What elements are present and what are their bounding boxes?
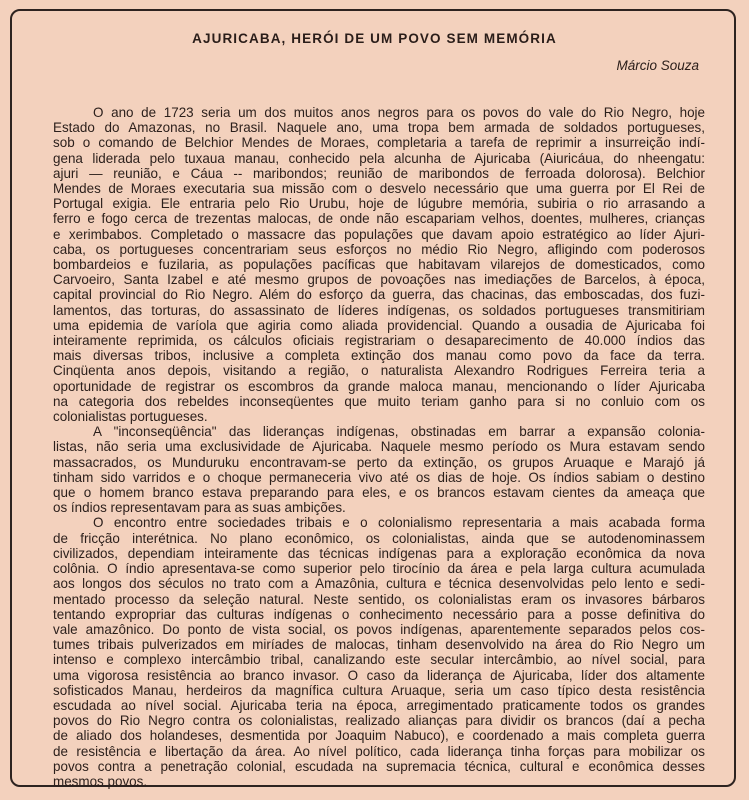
text-line: capital provincial do Rio Negro. Além do esforço da guerra, das chacinas, das emboscadas, dos fuzi- — [53, 287, 705, 303]
article-title: AJURICABA, HERÓI DE UM POVO SEM MEMÓRIA — [192, 31, 557, 46]
text-line: bombardeios e fuzilaria, as populações pacíficas que habitavam vilarejos de domesticados, como — [53, 257, 705, 273]
paragraph — [53, 105, 705, 424]
text-line: Portugal exigia. Ele entraria pelo Rio Urubu, hoje de lúgubre memória, subiria o rio arrasando a — [53, 196, 705, 212]
text-line: na categoria dos rebeldes inconseqüentes que muito teriam ganho para si no conluio com os — [53, 393, 705, 409]
text-line: uma epidemia de varíola que agiria como aliada providencial. Quando a ousadia de Ajuricaba foi — [53, 317, 705, 333]
text-line: mentado processo da seleção natural. Neste sentido, os colonialistas eram os invasores bárbaros — [53, 591, 705, 607]
text-line: lamentos, das torturas, do assassinato de líderes indígenas, os soldados portugueses transmitiriam — [53, 302, 705, 318]
text-line: O encontro entre sociedades tribais e o colonialismo representaria a mais acabada forma — [93, 515, 705, 531]
text-line: A "inconseqüência" das lideranças indígenas, obstinadas em barrar a expansão coloniа- — [93, 424, 705, 440]
text-line: inteiramente reprimida, os cálculos oficiais registrariam o desaparecimento de 40.000 índios das — [53, 333, 705, 349]
text-line: aos longos dos séculos no trato com a Amazônia, cultura e técnica desenvolvidas pelo lento e sedi- — [53, 576, 705, 592]
text-line: ferro e fogo cerca de trezentas malocas, de onde não escapariam velhos, doentes, mulheres, crianças — [53, 211, 705, 227]
paragraph — [53, 424, 705, 515]
text-line: O ano de 1723 seria um dos muitos anos negros para os povos do vale do Rio Negro, hoje — [93, 105, 705, 120]
text-line: tentando expropriar das culturas indígenas o conhecimento necessário para a posse definitiva do — [53, 606, 705, 622]
text-line: ajuri — reunião, e Cáua -- maribondos; reunião de maribondos de ferroada dolorosa). Belchior — [53, 165, 705, 181]
text-line: os índios representavam para as suas ambições. — [53, 500, 346, 516]
text-line: povos do Rio Negro contra os colonialistas, realizado alianças para dividir os brancos (daí a pecha — [53, 713, 705, 729]
text-line: mais diversas tribos, inclusive a completa extinção dos manau como povo da face da terra. — [53, 348, 705, 364]
text-line: civilizados, dependiam inteiramente das técnicas indígenas para a exploração econômica da nova — [53, 545, 705, 561]
text-line: oportunidade de registrar os escombros da grande maloca manau, mencionando o líder Ajuricaba — [53, 378, 705, 394]
text-line: povos contra a penetração colonial, escudada na supremacia técnica, cultural e econômica desses — [53, 758, 705, 774]
text-line: sofisticados Manau, herdeiros da magnífica cultura Aruaque, seria um caso típico desta resistência — [53, 682, 705, 698]
text-line: que o homem branco estava preparando para eles, e os brancos estavam cientes da ameaça que — [53, 485, 705, 501]
text-line: de resistência e libertação da área. Ao nível político, cada liderança tinha forças para mobilizar os — [53, 743, 705, 759]
text-line: intenso e complexo intercâmbio tribal, canalizando este secular intercâmbio, ao nível social, para — [53, 652, 705, 668]
text-line: massacrados, os Munduruku encontravam-se perto da extinção, os grupos Aruaque e Marajó já — [53, 454, 705, 470]
text-line: tumes tribais pulverizados em miríades de malocas, tinham desenvolvido na área do Rio Negro um — [53, 637, 705, 653]
text-line: mesmos povos. — [53, 773, 148, 789]
text-line: colonialistas portugueses. — [53, 409, 208, 425]
text-line: colônia. O índio apresentava-se como superior pelo tirocínio da área e pela larga cultura acumulada — [53, 561, 705, 577]
text-line: listas, não seria uma exclusividade de Ajuricaba. Naquele mesmo período os Mura estavam sendo — [53, 439, 705, 455]
text-line: Cinqüenta anos depois, visitando a região, o naturalista Alexandro Rodrigues Ferreira teria a — [53, 363, 705, 379]
text-line: tinham sido varridos e o choque permaneceria vivo até os dias de hoje. Os índios sabiam o destino — [53, 469, 705, 485]
text-line: uma vigorosa resistência ao branco invasor. O caso da liderança de Ajuricaba, líder dos altamente — [53, 667, 705, 683]
text-line: e xerimbabos. Completado o massacre das populações que davam apoio estratégico ao líder Ajuri- — [53, 226, 705, 242]
text-line: de fricção interétnica. No plano econômico, os colonialistas, ainda que se autodenominassem — [53, 530, 705, 546]
article-body — [53, 105, 705, 789]
text-line: Estado do Amazonas, no Brasil. Naquele ano, uma tropa bem armada de soldados portugueses, — [53, 120, 705, 136]
text-line: Mendes de Moraes executaria sua missão com o desvelo necessário que uma guerra por El Rei de — [53, 181, 705, 197]
text-line: escudada ao nível social. Ajuricaba teria na época, arregimentado praticamente todos os grandes — [53, 697, 705, 713]
text-line: vale amazônico. Do ponto de vista social, os povos indígenas, aparentemente separados pelos cos- — [53, 621, 705, 637]
text-line: caba, os portugueses concentrariam seus esforços no médio Rio Negro, afligindo com poderosos — [53, 241, 705, 257]
author-name: Márcio Souza — [616, 58, 699, 73]
text-line: Carvoeiro, Santa Izabel e até mesmo grupos de povoações nas imediações de Barcelos, à época, — [53, 272, 705, 288]
text-line: sob o comando de Belchior Mendes de Moraes, completaria a tarefa de reprimir a insurreição indí- — [53, 135, 705, 151]
text-line: de aliado dos holandeses, desmentida por Joaquim Nabuco), e coordenado a mais completa guerra — [53, 728, 705, 744]
paragraph — [53, 515, 705, 789]
text-line: gena liderada pelo tuxaua manau, conhecido pela alcunha de Ajuricaba (Aiuricáua, do nheengatu: — [53, 150, 705, 166]
